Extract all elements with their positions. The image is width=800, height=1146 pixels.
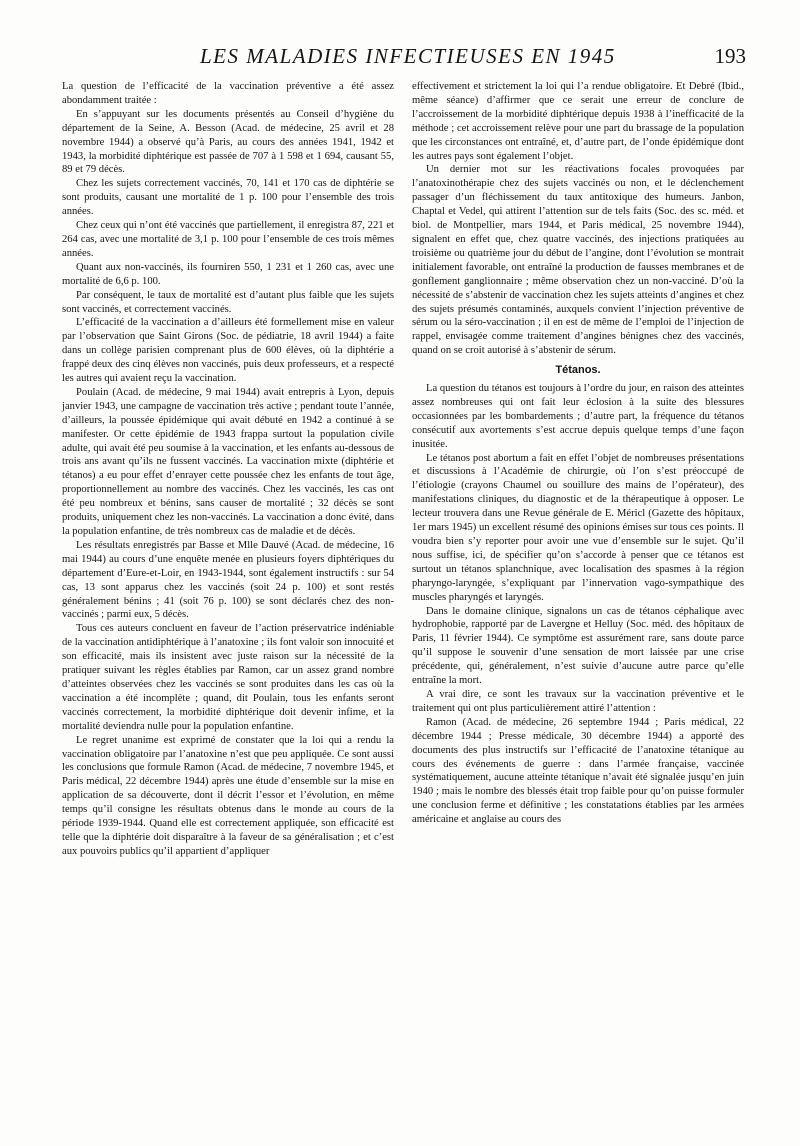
- paragraph: En s’appuyant sur les documents présentés au Conseil d’hygiène du département de la Seine, A. Besson (Acad. de médecine, 25 avril et 28 novembre 1944) a observé qu’à Paris, au cours des années 1941, 1942 et 1943, la morbidité diphtérique est passée de 707 à 1 598 et 1 694, causant 55, 89 et 79 décès.: [62, 108, 394, 176]
- paragraph: Ramon (Acad. de médecine, 26 septembre 1944 ; Paris médical, 22 décembre 1944 ; Presse médicale, 30 décembre 1944) a apporté des documents des plus instructifs sur l’efficacité de l’anatoxine tétanique au cours des événements de guerre : dans l’armée française, vaccinée systématiquement, aucune atteinte tétanique n’avait été signalée jusqu’en juin 1940 ; mais le nombre des blessés était trop faible pour qu’on puisse formuler une conclusion ferme et définitive ; les constatations établies par les armées américaine et anglaise au cours des: [412, 716, 744, 826]
- running-head: [60, 44, 746, 74]
- left-column: [62, 80, 394, 859]
- paragraph: Quant aux non-vaccinés, ils fourniren 550, 1 231 et 1 260 cas, avec une mortalité de 6,6 p. 100.: [62, 261, 394, 287]
- paragraph: Par conséquent, le taux de mortalité est d’autant plus faible que les sujets sont vaccinés, et correctement vaccinés.: [62, 289, 394, 315]
- paragraph: Tous ces auteurs concluent en faveur de l’action préservatrice indéniable de la vaccination antidiphtérique à l’anatoxine ; ils font valoir son innocuité et son efficacité, mais ils insistent avec juste raison sur la nécessité de la pratiquer suivant les règles établies par Ramon, car un assez grand nombre d’atteintes observées chez les vaccinés se sont produites dans les cas où la vaccination a été incomplète ; quand, dit Poulain, tous les enfants seront vaccinés correctement, la morbidité diphtérique doit devenir infime, et la mortalité deviendra nulle pour la population enfantine.: [62, 623, 394, 732]
- paragraph: Le tétanos post abortum a fait en effet l’objet de nombreuses présentations et discussions à l’Académie de chirurgie, où l’on s’est préoccupé de l’étiologie (crayons Chaumel ou souillure des mains de l’opérateur), des manifestations cliniques, du diagnostic et de la thérapeutique à opposer. Le lecteur trouvera dans une Revue générale de E. Méricl (Gazette des hôpitaux, 1er mars 1945) un excellent résumé des opinions émises sur tous ces points. Il voudra bien s’y reporter pour avoir une vue d’ensemble sur le sujet. Qu’il nous suffise, ici, de spécifier qu’on s’accorde à penser que ce tétanos est surtout un tétanos splanchnique, avec localisation des spasmes à la région pharyngo-laryngée, s’expliquant par l’innervation vago-sympathique des muscles pharyngés et laryngés.: [412, 452, 744, 603]
- paragraph: La question de l’efficacité de la vaccination préventive a été assez abondamment traitée :: [62, 81, 394, 106]
- paragraph: Un dernier mot sur les réactivations focales provoquées par l’anatoxinothérapie chez des sujets vaccinés ou non, et le déclenchement passager d’un fléchissement du taux antitoxique des humeurs. Janbon, Chaptal et Vedel, qui attirent l’attention sur de tels faits (Soc. des sc. méd. et biol. de Montpellier, mars 1944, et Paris médical, 25 novembre 1944), signalent en effet que, chez quatre vaccinés, des injections pratiquées au troisième ou quatrième jour du début de l’angine, dont l’évolution se montrait initialement favorable, ont entraîné la production de fausses membranes et de gonflement ganglionnaire ; même observation chez un non-vacciné. D’où la nécessité de s’abstenir de vaccination chez les sujets atteints d’angines et chez des sujets présumés contaminés, auxquels convient l’injection préventive de sérum ou la séro-vaccination ; il en est de même de l’emploi de l’injection de rappel, envisagée comme traitement d’angines bénignes chez des vaccinés, quand on se croit autorisé à s’abstenir de sérum.: [412, 164, 744, 357]
- paragraph: La question du tétanos est toujours à l’ordre du jour, en raison des atteintes assez nombreuses qui ont fait leur éclosion à la suite des blessures occasionnées par les bombardements ; d’autre part, la fréquence du tétanos consécutif aux avortements s’est accrue depuis quelque temps d’une façon inusitée.: [412, 383, 744, 450]
- paragraph: Dans le domaine clinique, signalons un cas de tétanos céphalique avec hydrophobie, rapporté par de Lavergne et Helluy (Soc. méd. des hôpitaux de Paris, 11 février 1944). Ce symptôme est assurément rare, sans doute parce qu’il suppose le souvenir d’une sensation de mort laissée par une crise précédente, qui, généralement, n’est suivie d’aucune autre parce qu’elle entraîne la mort.: [412, 605, 744, 687]
- section-heading: Tétanos.: [555, 364, 601, 377]
- paragraph: Chez ceux qui n’ont été vaccinés que partiellement, il enregistra 87, 221 et 264 cas, avec une mortalité de 3,1 p. 100 pour l’ensemble de ces trois mêmes années.: [62, 220, 394, 259]
- paragraph: Les résultats enregistrés par Basse et Mlle Dauvé (Acad. de médecine, 16 mai 1944) au cours d’une enquête menée en plusieurs foyers diphtériques du département d’Eure-et-Loir, en 1943-1944, sont également instructifs : sur 54 cas, 13 sont apparus chez les vaccinés (soit 24 p. 100) et sont restés généralement bénins ; 41 (soit 76 p. 100) se sont déclarés chez des non-vaccinés ; parmi eux, 5 décès.: [62, 539, 394, 621]
- paragraph: Le regret unanime est exprimé de constater que la loi qui a rendu la vaccination obligatoire par l’anatoxine n’est que peu appliquée. Ce sont aussi les conclusions que formule Ramon (Acad. de médecine, 7 novembre 1945, et Paris médical, 22 décembre 1944) après une étude d’ensemble sur la mise en application de sa découverte, dont il décrit l’essor et l’évolution, en même temps qu’il consigne les résultats obtenus dans le monde au cours de la période 1939-1944. Quand elle est correctement appliquée, son efficacité est telle que la diphtérie doit disparaître à la faveur de sa généralisation ; et c’est aux pouvoirs publics qu’il appartient d’appliquer: [62, 734, 394, 857]
- paragraph: A vrai dire, ce sont les travaux sur la vaccination préventive et le traitement qui ont plus particulièrement attiré l’attention :: [412, 688, 744, 714]
- paragraph: L’efficacité de la vaccination a d’ailleurs été formellement mise en valeur par l’observation que Saint Girons (Soc. de pédiatrie, 18 avril 1944) a faite dans un collège parisien comprenant plus de 600 élèves, où la diphtérie a frappé deux des cinq élèves non vaccinés, puis deux professeurs, et a respecté les autres qui avaient reçu la vaccination.: [62, 317, 394, 385]
- paragraph: effectivement et strictement la loi qui l’a rendue obligatoire. Et Debré (Ibid., même séance) d’affirmer que ce serait une erreur de conclure de l’accroissement de la morbidité diphtérique depuis 1938 à l’inefficacité de la méthode ; cet accroissement relève pour une part du brassage de la population que les circonstances ont entraîné, et, d’autre part, de l’onde épidémique dont les autres pays sont également l’objet.: [412, 81, 744, 162]
- page-number: 193: [714, 44, 746, 68]
- running-title: LES MALADIES INFECTIEUSES EN 1945: [200, 44, 616, 68]
- right-column: [412, 80, 744, 827]
- paragraph: Poulain (Acad. de médecine, 9 mai 1944) avait entrepris à Lyon, depuis janvier 1943, une campagne de vaccination très active ; pendant toute l’année, d’ailleurs, la poussée épidémique qui avait débuté en 1942 a continué à se manifester. Or cette épidémie de 1943 frappa surtout la population civile adulte, qui avait été peu soumise à la vaccination, et les enfants au-dessous de trois ans avant qu’ils ne fussent vaccinés. La vaccination mixte (diphtérie et tétanos) a eu pour effet d’enrayer cette poussée chez les enfants de tout âge, proportionnellement au nombre des vaccinés. Chez les vaccinés, les cas ont été peu nombreux et bénins, sans causer de mortalité ; 32 décès se sont produits, uniquement chez les non-vaccinés. La vaccination a donc évité, dans la population enfantine, de très nombreux cas de maladie et de décès.: [62, 386, 394, 537]
- paragraph: Chez les sujets correctement vaccinés, 70, 141 et 170 cas de diphtérie se sont produits, causant une mortalité de 1 p. 100 pour l’ensemble des trois années.: [62, 178, 394, 218]
